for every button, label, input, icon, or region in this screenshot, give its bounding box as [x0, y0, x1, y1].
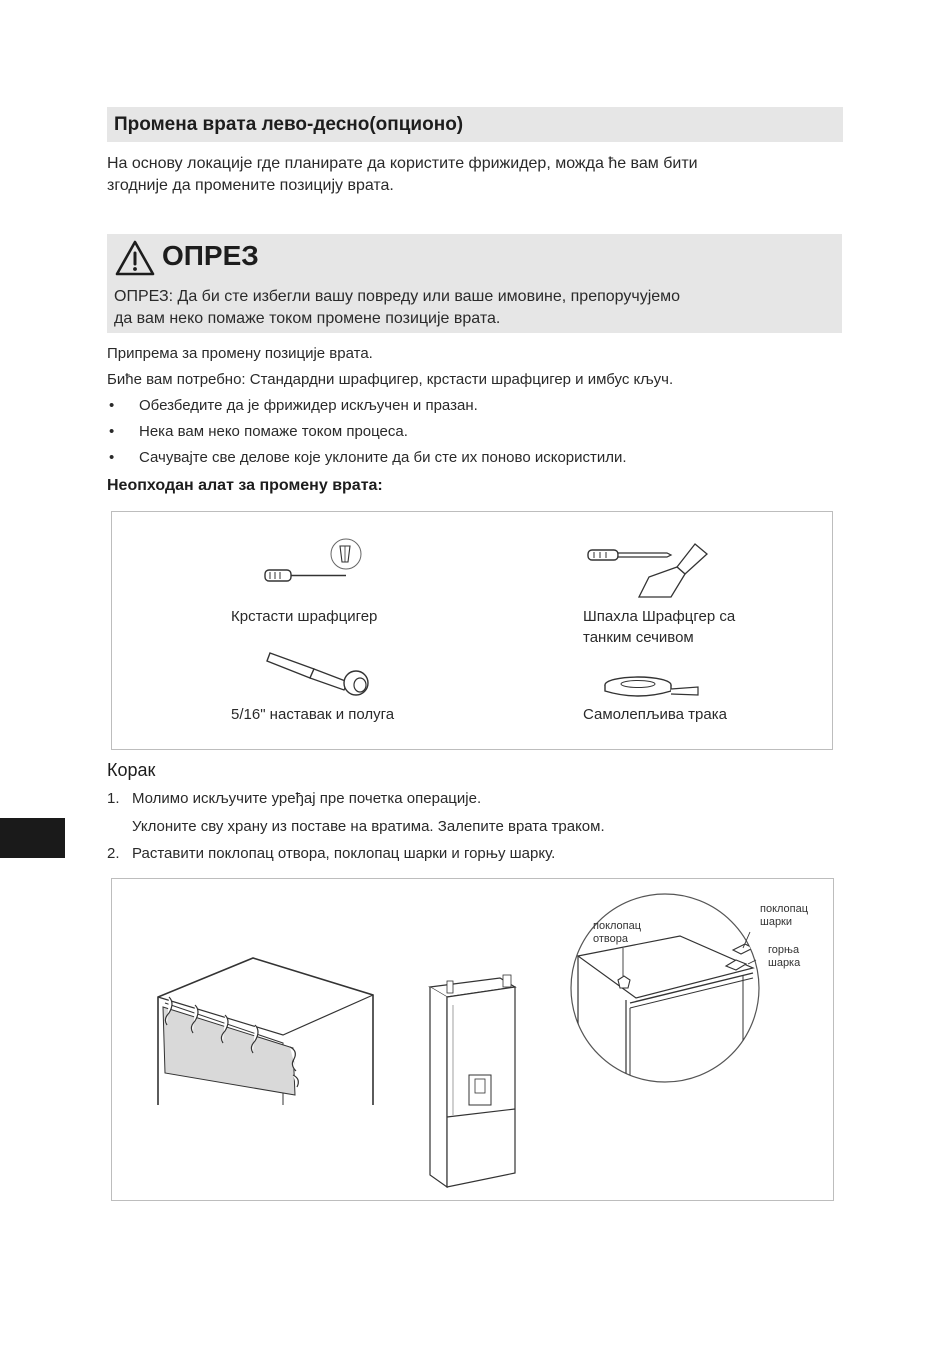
step-number-1: 1.: [107, 790, 120, 807]
bullet-marker: •: [109, 423, 115, 440]
section-header: [107, 107, 843, 142]
bullet-item-3: Сачувајте све делове које уклоните да би сте их поново искористили.: [139, 449, 627, 466]
adhesive-tape-icon: [602, 667, 702, 701]
tool-label-putty-knife: [583, 606, 735, 648]
bullet-item-1: Обезбедите да је фрижидер искључен и празан.: [139, 397, 478, 414]
warning-triangle-icon: [114, 239, 156, 277]
callout-top-hinge-line-1: горња: [768, 944, 800, 956]
callout-vent-cover: [593, 920, 641, 946]
callout-top-hinge: [768, 944, 800, 970]
prep-line-1: Припрема за промену позиције врата.: [107, 345, 373, 362]
caution-line-1: ОПРЕЗ: Да би сте избегли вашу повреду или ваше имовине, препоручујемо: [114, 288, 681, 305]
section-title: Промена врата лево-десно(опционо): [114, 114, 464, 135]
tool-label-phillips: Крстасти шрафцигер: [231, 608, 378, 625]
bullet-marker: •: [109, 397, 115, 414]
intro-line-1: На основу локације где планирате да користите фрижидер, можда ће вам бити: [107, 155, 698, 172]
tool-label-putty-line-1: Шпахла Шрафцгер са: [583, 608, 736, 625]
intro-paragraph: [107, 153, 847, 197]
step-2-line-1: Раставити поклопац отвора, поклопац шарки и горњу шарку.: [132, 845, 556, 862]
caution-line-2: да вам неко помаже током промене позиције врата.: [114, 310, 501, 327]
callout-vent-cover-line-1: поклопац: [593, 920, 642, 932]
prep-line-2: Биће вам потребно: Стандардни шрафцигер, крстасти шрафцигер и имбус кључ.: [107, 371, 674, 388]
intro-line-2: згодније да промените позицију врата.: [107, 177, 394, 194]
callout-hinge-cover: [760, 903, 808, 929]
caution-title: ОПРЕЗ: [162, 240, 259, 271]
callout-hinge-cover-line-2: шарки: [760, 916, 793, 928]
caution-text: [114, 286, 839, 330]
callout-top-hinge-line-2: шарка: [768, 957, 801, 969]
hinge-detail-illustration: [568, 888, 763, 1093]
callout-hinge-cover-line-1: поклопац: [760, 903, 809, 915]
fridge-top-taped-illustration: [155, 955, 380, 1110]
putty-knife-screwdriver-icon: [585, 541, 715, 601]
tool-label-tape: Самолепљива трака: [583, 706, 727, 723]
tool-label-socket: 5/16" наставак и полуга: [231, 706, 395, 723]
side-tab-marker: [0, 818, 65, 858]
callout-vent-cover-line-2: отвора: [593, 933, 628, 945]
tools-heading: Неопходан алат за промену врата:: [107, 477, 383, 494]
bullet-item-2: Нека вам неко помаже током процеса.: [139, 423, 408, 440]
caution-box: [107, 234, 842, 333]
tool-label-putty-line-2: танким сечивом: [583, 629, 694, 646]
fridge-full-illustration: [425, 975, 520, 1195]
steps-heading: Корак: [107, 760, 156, 780]
step-1-line-1: Молимо искључите уређај пре почетка операције.: [132, 790, 482, 807]
bullet-marker: •: [109, 449, 115, 466]
step-number-2: 2.: [107, 845, 120, 862]
socket-wrench-icon: [264, 647, 379, 697]
phillips-screwdriver-icon: [262, 536, 362, 586]
step-1-line-2: Уклоните сву храну из поставе на вратима. Залепите врата траком.: [132, 818, 605, 835]
